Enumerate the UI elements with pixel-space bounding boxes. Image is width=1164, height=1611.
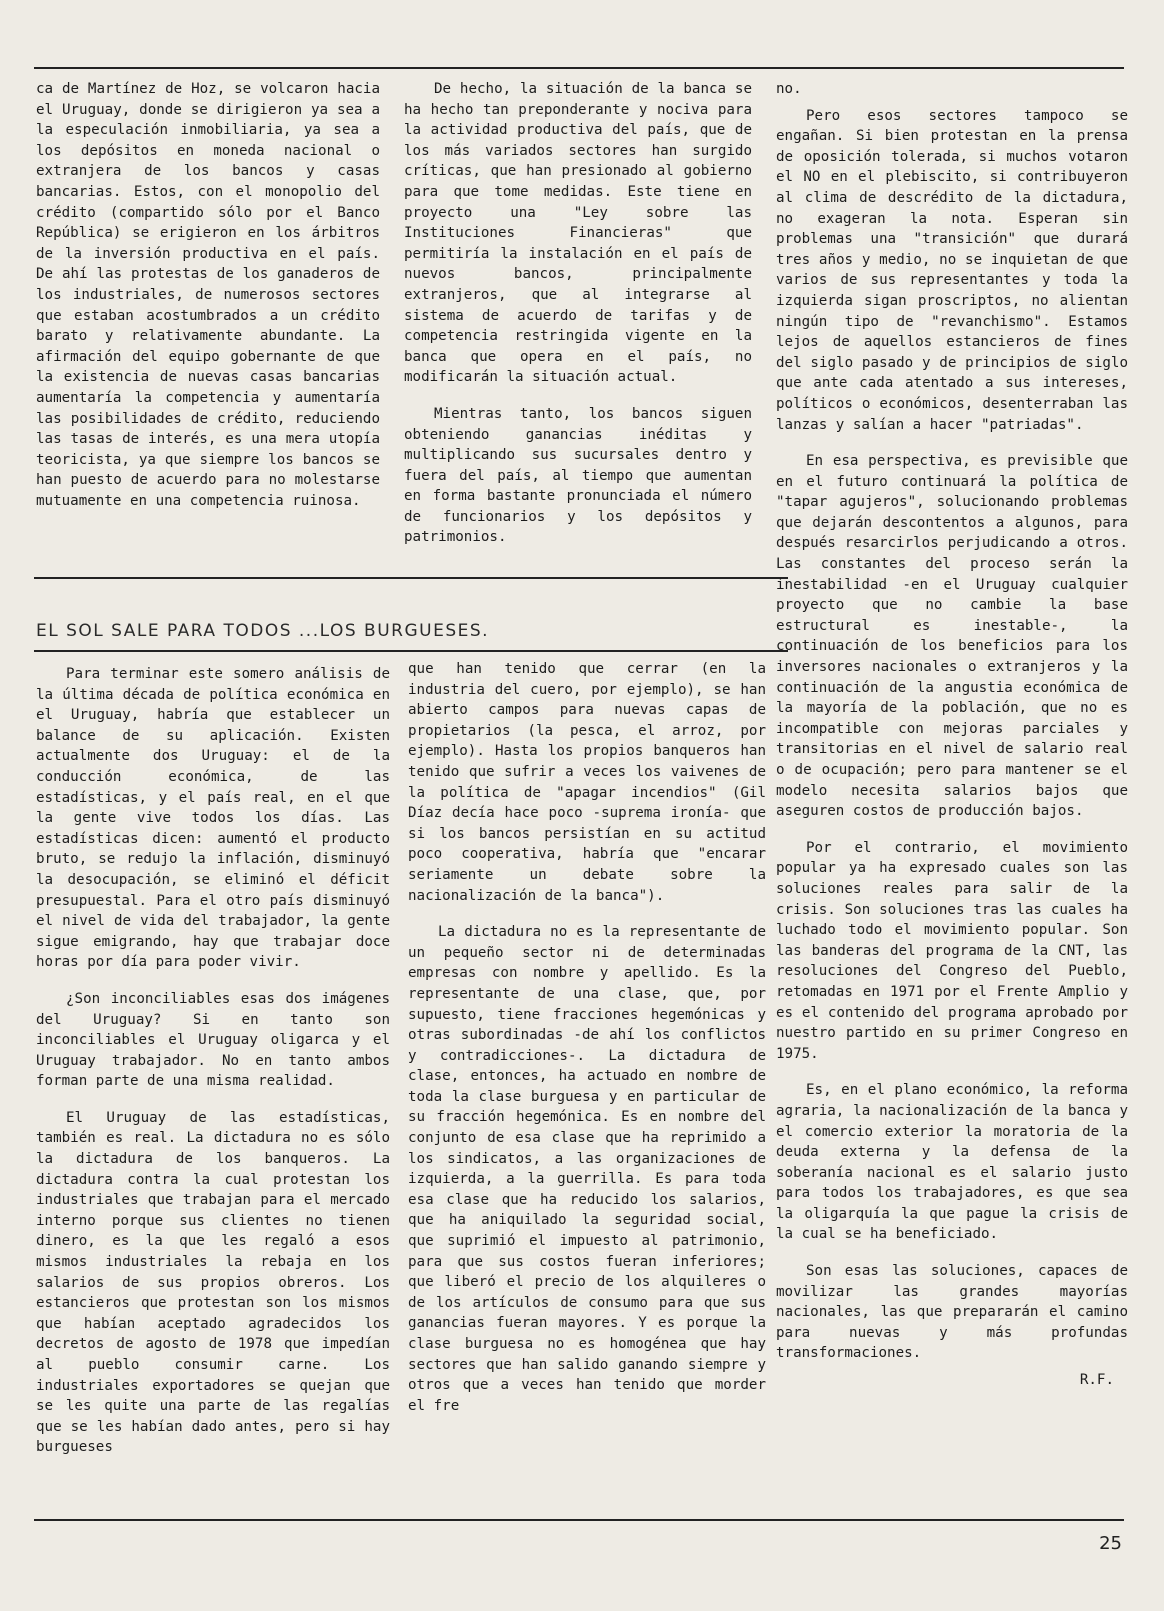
paragraph: Mientras tanto, los bancos siguen obteniendo ganancias inéditas y multiplicando sus sucursales dentro y fuera del país, al tiempo que aumentan en forma bastante pronunciada el número de funcionarios y los depósitos y patrimonios. [404, 405, 752, 546]
bottom-rule [34, 1519, 1124, 1521]
paragraph: que han tenido que cerrar (en la industria del cuero, por ejemplo), se han abierto campos para nuevas capas de propietarios (la pesca, el arroz, por ejemplo). Hasta los propios banqueros han tenido que sufrir a veces los vaivenes de la política de "apagar incendios" (Gil Díaz decía hace poco -suprema ironía- que si los bancos persistían en su actitud poco cooperativa, habría que "encarar seriamente un debate sobre la nacionalización de la banca"). [408, 661, 766, 904]
paragraph: De hecho, la situación de la banca se ha hecho tan preponderante y nociva para la actividad productiva del país, que de los más variados sectores han surgido críticas, que han presionado al gobierno para que tome medidas. Este tiene en proyecto una "Ley sobre las Instituciones Financieras" que permitiría la instalación en el país de nuevos bancos, principalmente extranjeros, que al integrarse al sistema de acuerdo de tarifas y de competencia restringida vigente en la banca que opera en el país, no modificarán la situación actual. [404, 81, 752, 386]
paragraph: La dictadura no es la representante de un pequeño sector ni de determinadas empresas con nombre y apellido. Es la representante de una clase, que, por supuesto, tiene fracciones hegemónicas y otras subordinadas -de ahí los conflictos y contradicciones-. La dictadura de clase, entonces, ha actuado en nombre de toda la clase burguesa y en particular de su fracción hegemónica. Es en nombre del conjunto de esa clase que ha reprimido a los sindicatos, a las organizaciones de izquierda, a la guerrilla. Es para toda esa clase que ha reducido los salarios, que ha aniquilado la seguridad social, que suprimió el impuesto al patrimonio, para que sus costos fueran inferiores; que liberó el precio de los alquileres o de los artículos de consumo para que sus ganancias fueran mayores. Y es porque la clase burguesa no es homogénea que hay sectores que han salido ganando siempre y otros que a veces han tenido que morder el fre [408, 924, 766, 1414]
paragraph: ca de Martínez de Hoz, se volcaron hacia el Uruguay, donde se dirigieron ya sea a la especulación inmobiliaria, ya sea a los depósitos en moneda nacional o extranjera de los bancos y casas bancarias. Estos, con el monopolio del crédito (compartido sólo por el Banco República) se erigieron en los árbitros de la inversión productiva en el país. De ahí las protestas de los ganaderos de los industriales, de numerosos sectores que estaban acostumbrados a un crédito barato y relativamente abundante. La afirmación del equipo gobernante de que la existencia de nuevas casas bancarias aumentaría la competencia y aumentaría las posibilidades de crédito, reduciendo las tasas de interés, es una mera utopía teoricista, ya que siempre los bancos se han puesto de acuerdo para no molestarse mutuamente en una competencia ruinosa. [36, 81, 380, 509]
paragraph: Es, en el plano económico, la reforma agraria, la nacionalización de la banca y el comercio exterior la moratoria de la deuda externa y la defensa de la soberanía nacional es el salario justo para todos los trabajadores, es que sea la oligarquía la que pague la crisis de la cual se ha beneficiado. [776, 1082, 1128, 1243]
paragraph: ¿Son inconciliables esas dos imágenes del Uruguay? Si en tanto son inconciliables el Uruguay oligarca y el Uruguay trabajador. No en tanto ambos forman parte de una misma realidad. [36, 990, 390, 1090]
author-signature: R.F. [1079, 1372, 1114, 1389]
right-column [776, 79, 1128, 1391]
top-rule [34, 67, 1124, 69]
section-rule [34, 577, 788, 579]
paragraph: Pero esos sectores tampoco se engañan. Si bien protestan en la prensa de oposición tolerada, si muchos votaron el NO en el plebiscito, si contribuyeron al clima de descrédito de la dictadura, no exageran la nota. Esperan sin problemas una "transición" que durará tres años y medio, no se inquietan de que varios de sus representantes y toda la izquierda sigan proscriptos, no alientan ningún tipo de "revanchismo". Estamos lejos de aquellos estancieros de fines del siglo pasado y de principios de siglo que ante cada atentado a sus intereses, políticos o económicos, desenterraban las lanzas y salían a hacer "patriadas". [776, 107, 1128, 433]
bottom-column-1 [36, 664, 390, 1474]
top-column-1 [36, 79, 380, 527]
heading-rule [34, 650, 788, 652]
section-heading: EL SOL SALE PARA TODOS ...LOS BURGUESES. [36, 621, 490, 641]
paragraph: El Uruguay de las estadísticas, también es real. La dictadura no es sólo la dictadura de los banqueros. La dictadura contra la cual protestan los industriales que trabajan para el mercado interno porque sus clientes no tienen dinero, es la que les regaló a esos mismos industriales la rebaja en los salarios de sus propios obreros. Los estancieros que protestan son los mismos que habían aceptado agradecidos los decretos de agosto de 1978 que impedían al pueblo consumir carne. Los industriales exportadores se quejan que se les quite una parte de las regalías que se les habían dado antes, pero si hay burgueses [36, 1109, 390, 1456]
paragraph: En esa perspectiva, es previsible que en el futuro continuará la política de "tapar agujeros", solucionando problemas que dejarán descontentos a algunos, para después resarcirlos perjudicando a otros. Las constantes del proceso serán la inestabilidad -en el Uruguay cualquier proyecto que no cambie la base estructural es inestable-, la continuación de los beneficios para los inversores nacionales o extranjeros y la continuación de la angustia económica de la mayoría de la población, que no es incompatible con mejoras parciales y transitorias en el nivel de salario real o de ocupación; pero para mantener se el modelo necesita salarios bajos que aseguren costos de producción bajos. [776, 453, 1128, 820]
paragraph: Por el contrario, el movimiento popular ya ha expresado cuales son las soluciones reales para salir de la crisis. Son soluciones tras las cuales ha luchado todo el movimiento popular. Son las banderas del programa de la CNT, las resoluciones del Congreso del Pueblo, retomadas en 1971 por el Frente Amplio y es el contenido del programa aprobado por nuestro partido en su primer Congreso en 1975. [776, 839, 1128, 1062]
paragraph: Son esas las soluciones, capaces de movilizar las grandes mayorías nacionales, las que prepararán el camino para nuevas y más profundas transformaciones. [776, 1263, 1128, 1362]
top-column-2 [404, 79, 752, 564]
bottom-column-2 [408, 659, 766, 1432]
page-number: 25 [1099, 1533, 1122, 1554]
paragraph: no. [776, 81, 802, 97]
paragraph: Para terminar este somero análisis de la última década de política económica en el Uruguay, habría que establecer un balance de su aplicación. Existen actualmente dos Uruguay: el de la conducción económica, de las estadísticas, y el país real, en el que la gente vive todos los días. Las estadísticas dicen: aumentó el producto bruto, se redujo la inflación, disminuyó la desocupación, se eliminó el déficit presupuestal. Para el otro país disminuyó el nivel de vida del trabajador, la gente sigue emigrando, hay que trabajar doce horas por día para poder vivir. [36, 666, 390, 971]
